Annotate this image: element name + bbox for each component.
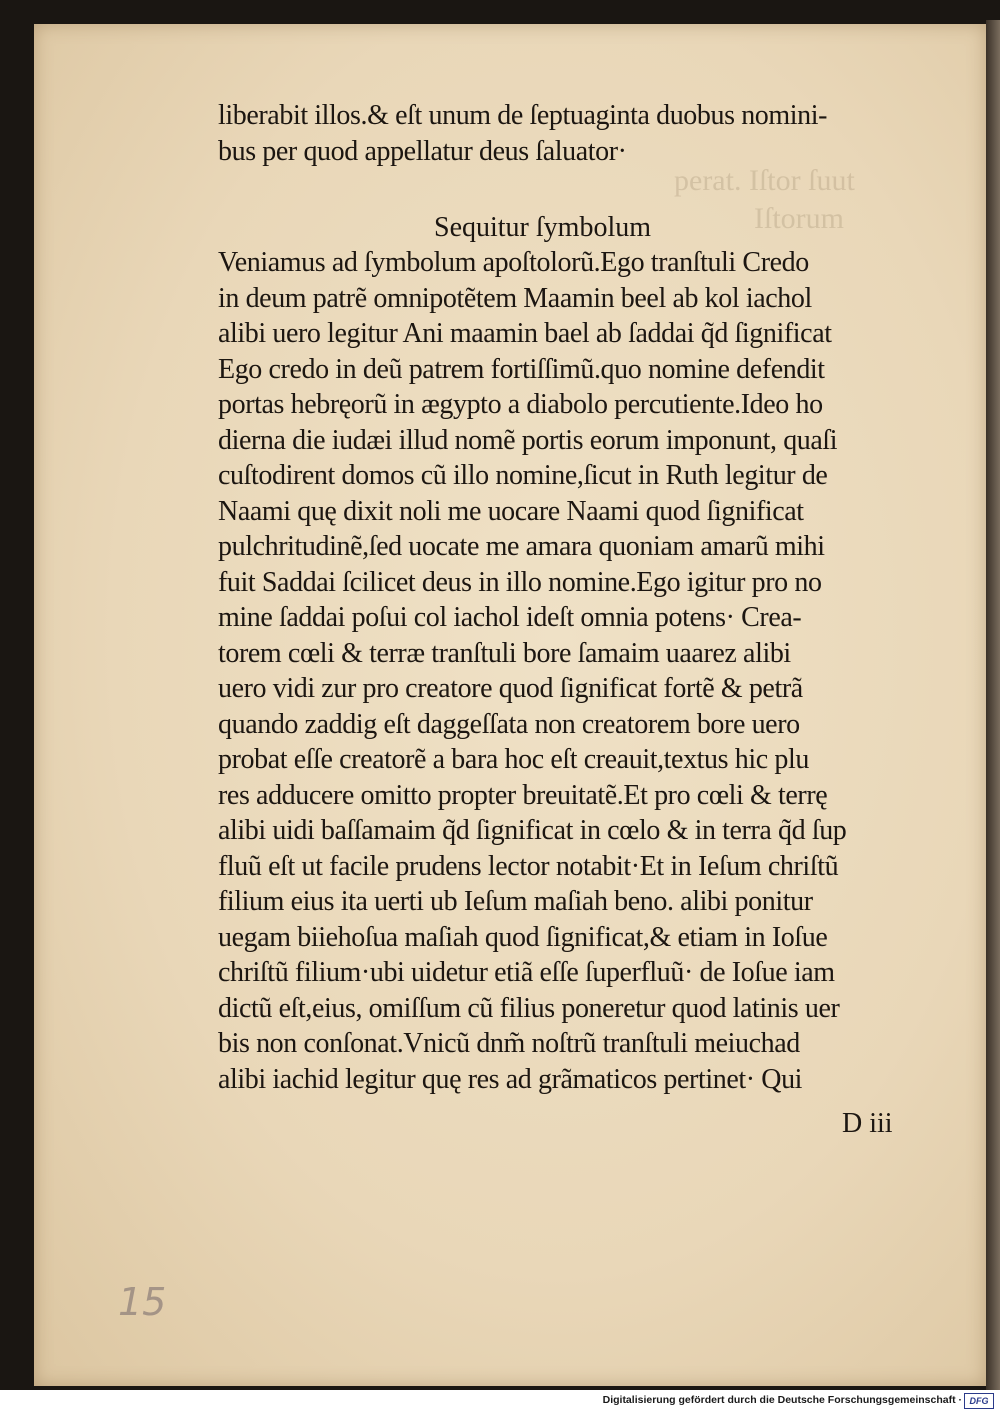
show-through-text: Iſtorum [754,202,844,235]
text-line: mine ſaddai poſui col iachol ideſt omnia potens· Crea- [218,602,802,633]
text-line: fuit Saddai ſcilicet deus in illo nomine.Ego igitur pro no [218,566,822,598]
text-line: torem cœli & terræ tranſtuli bore ſamaim uaarez alibi [218,637,791,669]
text-line: bis non conſonat.Vnicũ dnm̃ noſtrũ tranſtuli meiuchad [218,1028,800,1059]
section-heading: Sequitur ſymbolum [434,212,651,243]
signature-mark: D iii [842,1108,893,1139]
dfg-logo-icon: DFG [964,1393,994,1409]
show-through-text: perat. Iſtor ſuut [674,164,855,197]
handwritten-folio-number: 15 [118,1280,167,1324]
text-line: liberabit illos.& eſt unum de ſeptuaginta duobus nomini- [218,100,828,131]
text-line: Ego credo in deũ patrem fortiſſimũ.quo nomine defendit [218,353,825,385]
text-line: cuſtodirent domos cũ illo nomine,ſicut in Ruth legitur de [218,460,828,491]
text-line: dierna die iudæi illud nomẽ portis eorum imponunt, quaſi [218,424,838,456]
text-line: bus per quod appellatur deus ſaluator· [218,135,627,167]
text-line: portas hebręorũ in ægypto a diabolo percutiente.Ideo ho [218,389,823,420]
main-paragraph [218,245,948,1097]
text-line: pulchritudinẽ,ſed uocate me amara quoniam amarũ mihi [218,531,825,562]
text-line: fluũ eſt ut facile prudens lector notabit·Et in Ieſum chriſtũ [218,850,839,882]
text-line: Naami quę dixit noli me uocare Naami quod ſignificat [218,495,804,527]
text-line: alibi uero legitur Ani maamin bael ab ſaddai q̃d ſignificat [218,318,832,349]
top-paragraph [218,98,948,169]
text-line: dictũ eſt,eius, omiſſum cũ filius poneretur quod latinis uer [218,992,840,1024]
book-edge [986,20,1000,1390]
text-line: quando zaddig eſt daggeſſata non creatorem bore uero [218,708,800,740]
text-line: in deum patrẽ omnipotẽtem Maamin beel ab kol iachol [218,282,812,314]
footer-bar [0,1390,1000,1411]
text-line: Veniamus ad ſymbolum apoſtolorũ.Ego tranſtuli Credo [218,247,809,278]
text-line: alibi iachid legitur quę res ad grãmaticos pertinet· Qui [218,1063,803,1095]
text-line: uegam biiehoſua maſiah quod ſignificat,& etiam in Ioſue [218,921,828,953]
text-line: alibi uidi baſſamaim q̃d ſignificat in cœlo & in terra q̃d ſup [218,815,847,846]
text-line: uero vidi zur pro creatore quod ſignificat fortẽ & petrã [218,673,803,704]
text-line: probat eſſe creatorẽ a bara hoc eſt creauit,textus hic plu [218,744,809,775]
funding-credit: Digitalisierung gefördert durch die Deutsche Forschungsgemeinschaft · [602,1394,962,1406]
text-line: filium eius ita uerti ub Ieſum maſiah beno. alibi ponitur [218,886,813,917]
text-line: chriſtũ filium·ubi uidetur etiã eſſe ſuperfluũ· de Ioſue iam [218,957,835,988]
text-line: res adducere omitto propter breuitatẽ.Et pro cœli & terrę [218,779,828,811]
